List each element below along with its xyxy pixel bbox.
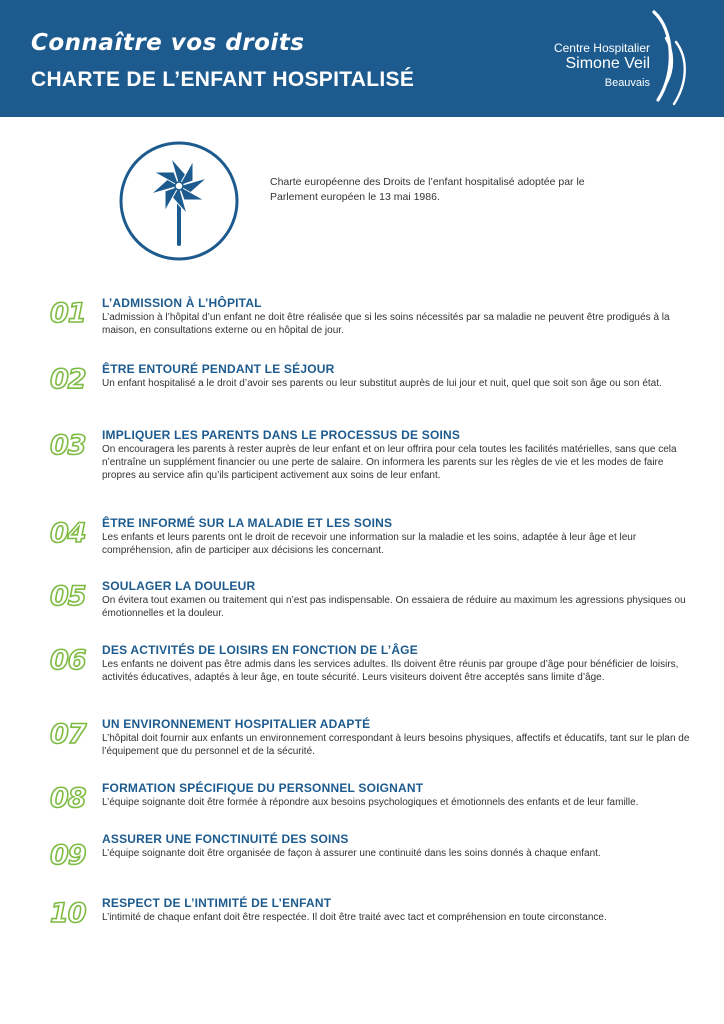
intro-text: Charte européenne des Droits de l’enfant hospitalisé adoptée par le Parlement européen le 13 mai 1986. [270,176,585,203]
article-number: 04 [50,518,86,549]
page-title: CHARTE DE L’ENFANT HOSPITALISÉ [31,68,415,91]
article-text: L’intimité de chaque enfant doit être respectée. Il doit être traité avec tact et compréhension en toute circonstance. [102,912,607,923]
article-number: 01 [50,298,86,329]
article-title: ASSURER UNE FONCTINUITÉ DES SOINS [102,832,349,846]
article-title: FORMATION SPÉCIFIQUE DU PERSONNEL SOIGNANT [102,781,424,795]
article-number: 07 [50,719,86,750]
hospital-logo [553,8,700,108]
article-title: ÊTRE ENTOURÉ PENDANT LE SÉJOUR [102,362,335,376]
article-text: L’hôpital doit fournir aux enfants un environnement correspondant à leurs besoins physiques, affectifs et éducatifs, tant sur le plan de l’équipement que du personnel et de la sécurité. [102,733,690,757]
article-text: L’admission à l’hôpital d’un enfant ne doit être réalisée que si les soins nécessités par sa maladie ne peuvent être prodigués à la maison, en consultations externe ou en hôpital de jour. [102,312,670,336]
article-number: 02 [50,364,86,395]
article-text: Un enfant hospitalisé a le droit d’avoir ses parents ou leur substitut auprès de lui jour et nuit, quel que soit son âge ou son état. [102,378,662,389]
logo-line-2: Simone Veil [565,55,650,72]
article-title: L’ADMISSION À L’HÔPITAL [102,296,262,310]
header-banner [0,0,724,117]
article-text: L’équipe soignante doit être organisée de façon à assurer une continuité dans les soins donnés à chaque enfant. [102,848,601,859]
article-title: ÊTRE INFORMÉ SUR LA MALADIE ET LES SOINS [102,516,393,530]
article-number: 03 [50,430,86,461]
article-title: IMPLIQUER LES PARENTS DANS LE PROCESSUS DE SOINS [102,428,461,442]
logo-arcs-icon [640,8,700,108]
article-title: UN ENVIRONNEMENT HOSPITALIER ADAPTÉ [102,717,371,731]
header-tagline: Connaître vos droits [31,30,305,56]
article-text: On encouragera les parents à rester auprès de leur enfant et on leur offrira pour cela toutes les facilités matérielles, sans que cela n’entraîne un supplément financier ou une perte de salaire. On informera les parents sur les règles de vie et les modes de faire propres au service afin qu’ils participent activement aux soins de leur enfant. [102,444,677,481]
article-number: 05 [50,581,86,612]
article-text: Les enfants et leurs parents ont le droit de recevoir une information sur la maladie et les soins, adaptée à leur âge et leur compréhension, afin de participer aux décisions les concernant. [102,532,637,556]
logo-line-1: Centre Hospitalier [553,41,650,55]
article-number: 08 [50,783,86,814]
article-title: RESPECT DE L’INTIMITÉ DE L’ENFANT [102,896,332,910]
article-title: DES ACTIVITÉS DE LOISIRS EN FONCTION DE L’ÂGE [102,643,418,657]
article-text: On évitera tout examen ou traitement qui n’est pas indispensable. On essaiera de réduire au maximum les agressions physiques ou émotionnelles et la douleur. [102,595,686,619]
article-number: 10 [50,898,86,929]
logo-line-3: Beauvais [604,77,650,89]
article-text: Les enfants ne doivent pas être admis dans les services adultes. Ils doivent être réunis par groupe d’âge pour bénéficier de loisirs, activités éducatives, adaptés à leur âge, en toute sécurité. Leurs visiteurs doivent être acceptés sans limite d’âge. [102,659,679,683]
article-text: L’équipe soignante doit être formée à répondre aux besoins psychologiques et émotionnels des enfants et de leur famille. [102,797,639,808]
article-title: SOULAGER LA DOULEUR [102,579,256,593]
article-number: 06 [50,645,86,676]
article-number: 09 [50,840,86,871]
pinwheel-icon [118,140,240,262]
